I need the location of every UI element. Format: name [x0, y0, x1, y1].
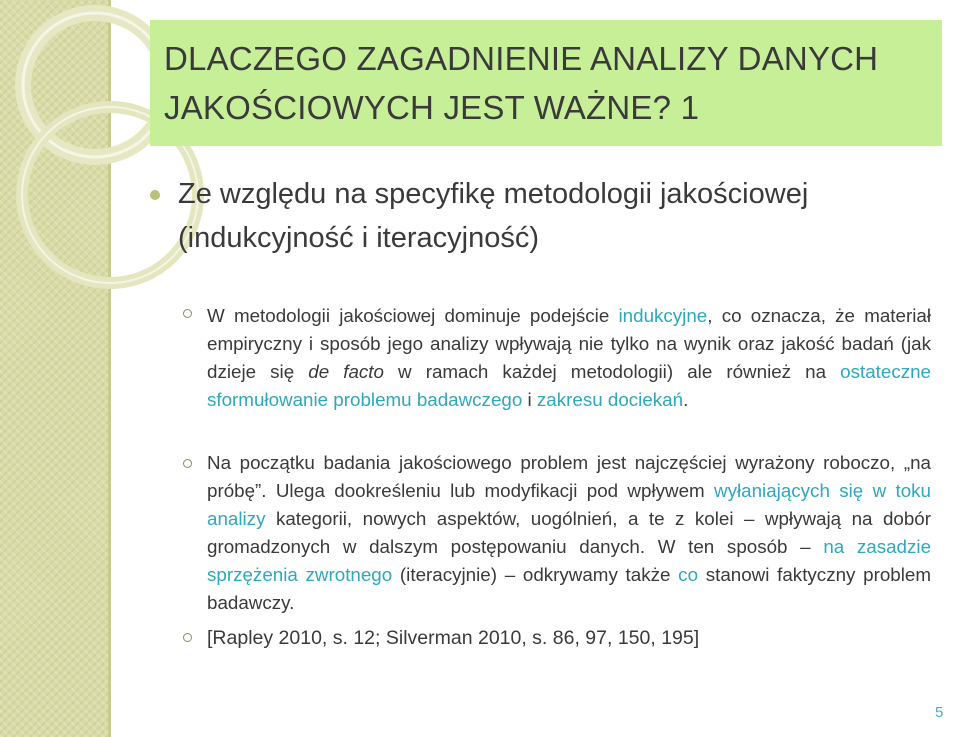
highlight-text: na zasadzie sprzężenia zwrotnego: [207, 536, 932, 585]
text: kategorii, nowych aspektów, uogólnień, a te z kolei – wpływają na dobór gromadzonych w dalszym postępowaniu danych. W ten sposób –: [207, 508, 931, 557]
text: .: [683, 389, 689, 410]
slide-title: DLACZEGO ZAGADNIENIE ANALIZY DANYCH JAKOŚCIOWYCH JEST WAŻNE? 1: [164, 40, 879, 126]
text: , co oznacza, że materiał empiryczny i sposób jego analizy wpływają nie tylko na wynik oraz jakość badań (jak dzieje się: [207, 305, 931, 382]
sub-bullet-3: [183, 633, 192, 642]
sub-bullet-1: [183, 309, 192, 318]
text: (iteracyjnie) – odkrywamy także: [392, 564, 679, 585]
main-bullet-dot: [150, 190, 160, 200]
italic-text: de facto: [308, 361, 384, 382]
slide-number: 5: [935, 704, 944, 721]
highlight-text: ostateczne sformułowanie problemu badawczego: [207, 361, 931, 410]
highlight-text: wyłaniających się w toku analizy: [207, 480, 931, 529]
text: W metodologii jakościowej dominuje podejście: [207, 305, 619, 326]
title-box: [150, 20, 942, 146]
text: i: [522, 389, 537, 410]
text: w ramach każdej metodologii) ale również na: [383, 361, 841, 382]
main-point: Ze względu na specyfikę metodologii jakościowej (indukcyjność i iteracyjność): [178, 178, 809, 254]
highlight-text: indukcyjne: [618, 305, 708, 326]
paragraph-iteration: [207, 449, 931, 617]
references: [Rapley 2010, s. 12; Silverman 2010, s. 86, 97, 150, 195]: [207, 627, 700, 649]
paragraph-induction: [207, 302, 931, 414]
sub-bullet-2: [183, 459, 192, 468]
text: Na początku badania jakościowego problem jest najczęściej wyrażony roboczo, „na próbę”. Ulega dookreśleniu lub modyfikacji pod wpływem: [207, 452, 931, 501]
highlight-text: zakresu dociekań: [536, 389, 684, 410]
text: stanowi faktyczny problem badawczy.: [207, 564, 931, 613]
highlight-text: co: [678, 564, 699, 585]
